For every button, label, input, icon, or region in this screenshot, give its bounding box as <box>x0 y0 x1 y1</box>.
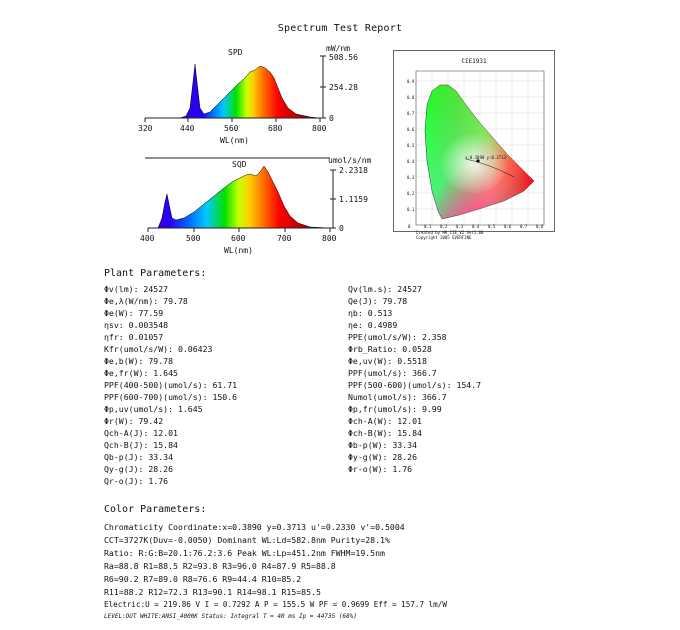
sqd-ytick-top: 2.2318 <box>339 166 368 175</box>
plant-param: Φe,fr(W): 1.645 <box>104 368 178 378</box>
cie-xtick: 0.7 <box>520 224 528 229</box>
spd-unit: mW/nm <box>326 44 351 53</box>
plant-param: Φr(W): 79.42 <box>104 416 164 426</box>
color-param-line: R6=90.2 R7=89.0 R8=76.6 R9=44.4 R10=85.2 <box>104 574 302 584</box>
spd-ytick-top: 508.56 <box>329 53 358 62</box>
color-heading: Color Parameters: <box>104 504 207 515</box>
cie-xtick: 0.5 <box>488 224 496 229</box>
plant-param: Numol(umol/s): 366.7 <box>348 392 447 402</box>
plant-param: Φch-B(W): 15.84 <box>348 428 422 438</box>
plant-param: Φrb_Ratio: 0.0528 <box>348 344 432 354</box>
sqd-curve <box>148 166 330 228</box>
spd-curve <box>145 64 320 118</box>
cie-point-label: x:0.3890 y:0.3713 <box>465 155 506 160</box>
plant-param: Qe(J): 79.78 <box>348 296 408 306</box>
cie-xtick: 0.6 <box>504 224 512 229</box>
cie-ytick: 0.8 <box>407 95 415 100</box>
cie-footer-2: Copyright 2005 EVERFINE <box>416 235 472 240</box>
cie-ytick: 0.6 <box>407 127 415 132</box>
plant-param: Φb-p(W): 33.34 <box>348 440 418 450</box>
color-param-line: Ra=88.8 R1=88.5 R2=93.8 R3=96.0 R4=87.9 R5=88.8 <box>104 561 336 571</box>
spd-xtick: 680 <box>268 124 283 133</box>
cie-xtick: 0.2 <box>440 224 448 229</box>
plant-param: ηfr: 0.01057 <box>104 332 164 342</box>
plant-param: ηb: 0.513 <box>348 308 393 318</box>
spd-xtick: 440 <box>180 124 195 133</box>
plant-param: Qv(lm.s): 24527 <box>348 284 422 294</box>
plant-param: Qch-A(J): 12.01 <box>104 428 178 438</box>
plant-param: Φv(lm): 24527 <box>104 284 169 294</box>
plant-param: Qch-B(J): 15.84 <box>104 440 178 450</box>
report-title: Spectrum Test Report <box>277 23 403 34</box>
plant-param: Kfr(umol/s/W): 0.06423 <box>104 344 213 354</box>
plant-param: PPF(umol/s): 366.7 <box>348 368 437 378</box>
sqd-xlabel: WL(nm) <box>224 246 253 255</box>
sqd-unit: umol/s/nm <box>328 156 372 165</box>
cie-footer-1: Created by HK_CIE_V2 Ver1.00 <box>416 230 484 235</box>
color-param-line: R11=88.2 R12=72.3 R13=90.1 R14=98.1 R15=85.5 <box>104 587 321 597</box>
sqd-title: SQD <box>232 160 247 169</box>
plant-param: Φy-g(W): 28.26 <box>348 452 418 462</box>
sqd-xtick: 600 <box>231 234 246 243</box>
spd-title: SPD <box>228 48 243 57</box>
color-param-line: Chromaticity Coordinate:x=0.3890 y=0.3713 u'=0.2330 v'=0.5004 <box>104 522 405 532</box>
plant-param: Qb-p(J): 33.34 <box>104 452 174 462</box>
cie-ytick: 0.2 <box>407 191 415 196</box>
spd-xtick: 560 <box>224 124 239 133</box>
plant-param: PPF(500-600)(umol/s): 154.7 <box>348 380 482 390</box>
sqd-chart <box>140 148 390 266</box>
electric-line: Electric:U = 219.86 V I = 0.7292 A P = 155.5 W PF = 0.9699 Eff = 157.7 lm/W <box>104 600 447 609</box>
spd-xtick: 320 <box>138 124 153 133</box>
spd-chart <box>140 42 380 160</box>
cie-xtick: 0 <box>408 224 411 229</box>
cie-ytick: 0.1 <box>407 207 415 212</box>
spd-ytick-mid: 254.28 <box>329 83 358 92</box>
cie-diagram <box>393 50 555 240</box>
plant-param: Φe(W): 77.59 <box>104 308 164 318</box>
sqd-xtick: 800 <box>322 234 337 243</box>
spd-xtick: 800 <box>312 124 327 133</box>
plant-param: Φch-A(W): 12.01 <box>348 416 422 426</box>
plant-param: ηe: 0.4989 <box>348 320 398 330</box>
plant-param: PPF(600-700)(umol/s): 150.6 <box>104 392 238 402</box>
cie-ytick: 0.4 <box>407 159 415 164</box>
color-param-line: CCT=3727K(Duv=-0.0050) Dominant WL:Ld=582.8nm Purity=28.1% <box>104 535 390 545</box>
sqd-xtick: 400 <box>140 234 155 243</box>
plant-param: Φr-o(W): 1.76 <box>348 464 413 474</box>
sqd-ytick-mid: 1.1159 <box>339 195 368 204</box>
cie-ytick: 0.5 <box>407 143 415 148</box>
cie-xtick: 0.3 <box>456 224 464 229</box>
cie-xtick: 0.8 <box>536 224 544 229</box>
plant-param: PPE(umol/s/W): 2.358 <box>348 332 447 342</box>
cie-xtick: 0.4 <box>472 224 480 229</box>
sqd-xtick: 500 <box>186 234 201 243</box>
cie-plot <box>394 51 554 231</box>
color-param-line: Ratio: R:G:B=20.1:76.2:3.6 Peak WL:Lp=451.2nm FWHM=19.5nm <box>104 548 385 558</box>
cie-title: CIE1931 <box>461 58 487 65</box>
plant-param: Φe,b(W): 79.78 <box>104 356 174 366</box>
plant-param: Φp,uv(umol/s): 1.645 <box>104 404 203 414</box>
sqd-ytick-zero: 0 <box>339 224 344 233</box>
plant-param: Φe,λ(W/nm): 79.78 <box>104 296 188 306</box>
cie-ytick: 0.3 <box>407 175 415 180</box>
cie-ytick: 0.9 <box>407 79 415 84</box>
cie-xtick: 0.1 <box>424 224 432 229</box>
spd-xlabel: WL(nm) <box>220 136 249 145</box>
plant-param: PPF(400-500)(umol/s): 61.71 <box>104 380 238 390</box>
plant-param: Qr-o(J): 1.76 <box>104 476 169 486</box>
plant-param: Φp,fr(umol/s): 9.99 <box>348 404 442 414</box>
plant-heading: Plant Parameters: <box>104 268 207 279</box>
plant-param: Qy-g(J): 28.26 <box>104 464 174 474</box>
spd-ytick-zero: 0 <box>329 114 334 123</box>
plant-param: Φe,uv(W): 0.5518 <box>348 356 427 366</box>
cie-ytick: 0.7 <box>407 111 415 116</box>
sqd-xtick: 700 <box>277 234 292 243</box>
plant-param: ηsv: 0.003548 <box>104 320 169 330</box>
status-footer: LEVEL:OUT WHITE:ANSI_4000K Status: Integral T = 40 ms Ip = 44735 (68%) <box>104 613 357 620</box>
